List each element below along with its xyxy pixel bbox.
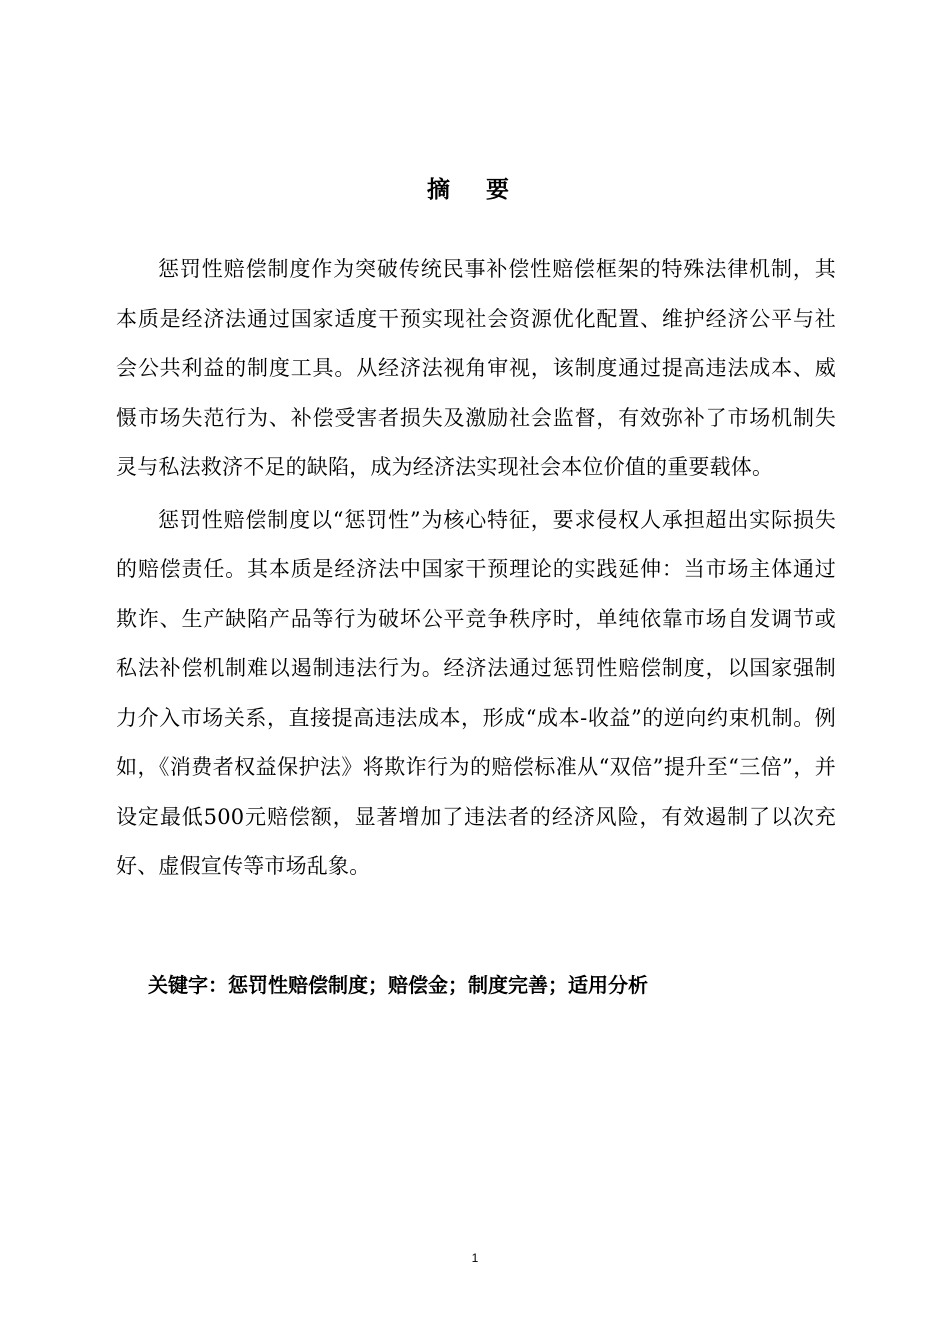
abstract-title: 摘 要 [426,177,523,203]
keywords-line: 关键字：惩罚性赔偿制度；赔偿金；制度完善；适用分析 [148,973,648,997]
page-number: 1 [471,1251,479,1265]
abstract-body [116,245,836,892]
abstract-paragraph-2: 惩罚性赔偿制度以“惩罚性”为核心特征，要求侵权人承担超出实际损失的赔偿责任。其本质是经济法中国家干预理论的实践延伸：当市场主体通过欺诈、生产缺陷产品等行为破坏公平竞争秩序时，单纯依靠市场自发调节或私法补偿机制难以遏制违法行为。经济法通过惩罚性赔偿制度，以国家强制力介入市场关系，直接提高违法成本，形成“成本-收益”的逆向约束机制。例如，《消费者权益保护法》将欺诈行为的赔偿标准从“双倍”提升至“三倍”，并设定最低500元赔偿额，显著增加了违法者的经济风险，有效遏制了以次充好、虚假宣传等市场乱象。 [116,507,836,878]
abstract-paragraph-1: 惩罚性赔偿制度作为突破传统民事补偿性赔偿框架的特殊法律机制，其本质是经济法通过国家适度干预实现社会资源优化配置、维护经济公平与社会公共利益的制度工具。从经济法视角审视，该制度通过提高违法成本、威慑市场失范行为、补偿受害者损失及激励社会监督，有效弥补了市场机制失灵与私法救济不足的缺陷，成为经济法实现社会本位价值的重要载体。 [116,257,836,479]
